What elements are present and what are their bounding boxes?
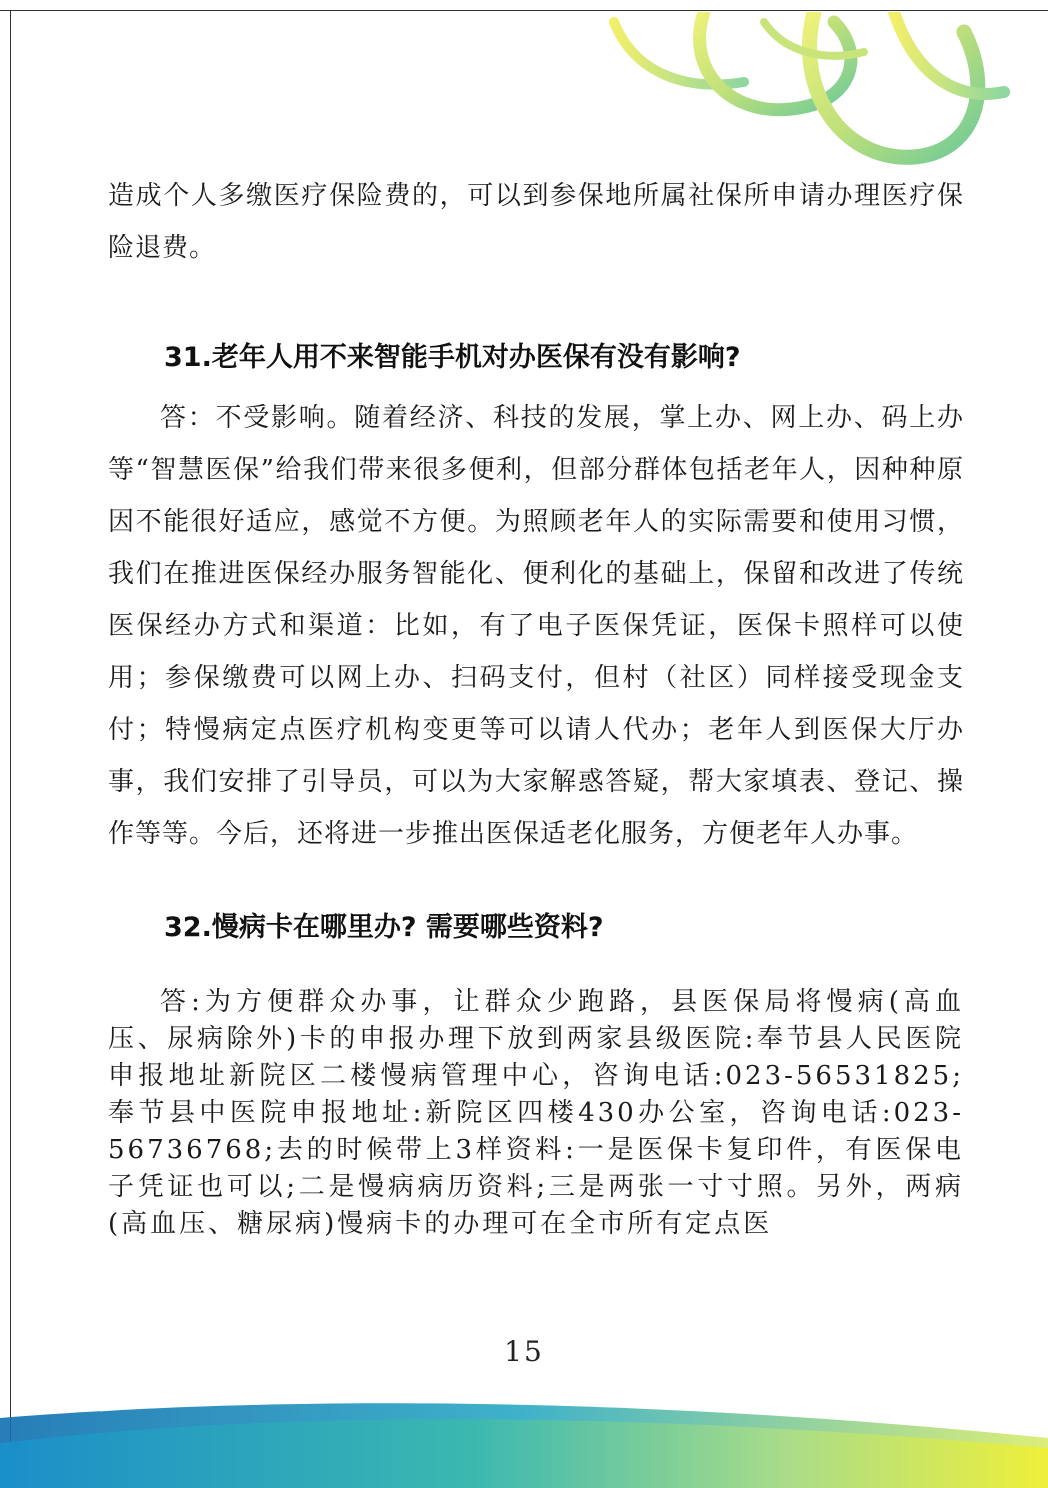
question-32-heading: 32.慢病卡在哪里办? 需要哪些资料?: [164, 912, 604, 943]
continuation-paragraph: 造成个人多缴医疗保险费的，可以到参保地所属社保所申请办理医疗保险退费。: [108, 181, 964, 263]
left-border-line: [10, 10, 11, 1488]
question-32-answer: 答:为方便群众办事，让群众少跑路，县医保局将慢病(高血压、尿病除外)卡的申报办理下放到两家县级医院:奉节县人民医院申报地址新院区二楼慢病管理中心，咨询电话:023-56531825;奉节县中医院申报地址:新院区四楼430办公室，咨询电话:023-56736768;去的时候带上3样资料:一是医保卡复印件，有医保电子凭证也可以;二是慢病病历资料;三是两张一寸寸照。另外，两病(高血压、糖尿病)慢病卡的办理可在全市所有定点医: [108, 987, 964, 1239]
question-31-answer: 答：不受影响。随着经济、科技的发展，掌上办、网上办、码上办等“智慧医保”给我们带来很多便利，但部分群体包括老年人，因种种原因不能很好适应，感觉不方便。为照顾老年人的实际需要和使用习惯，我们在推进医保经办服务智能化、便利化的基础上，保留和改进了传统医保经办方式和渠道：比如，有了电子医保凭证，医保卡照样可以使用；参保缴费可以网上办、扫码支付，但村（社区）同样接受现金支付；特慢病定点医疗机构变更等可以请人代办；老年人到医保大厅办事，我们安排了引导员，可以为大家解惑答疑，帮大家填表、登记、操作等等。今后，还将进一步推出医保适老化服务，方便老年人办事。: [108, 403, 964, 849]
top-border-line: [0, 10, 1048, 11]
article-body: [108, 170, 964, 1243]
decorative-swirl-graphic: [594, 12, 1014, 172]
decorative-bottom-wave: [0, 1388, 1048, 1488]
question-31-heading: 31.老年人用不来智能手机对办医保有没有影响?: [164, 342, 741, 373]
page-number: 15: [504, 1335, 544, 1368]
